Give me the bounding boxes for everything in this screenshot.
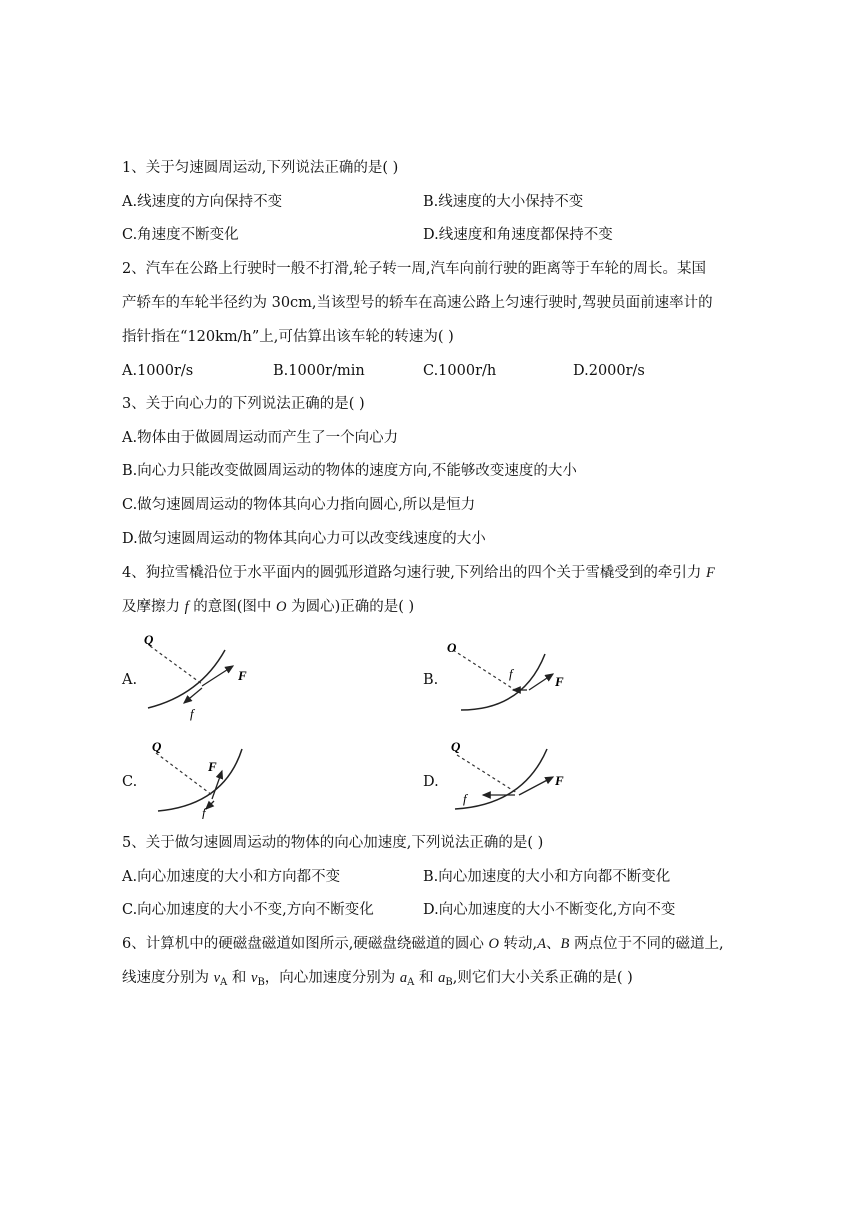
fig-a-F-label: F <box>238 668 247 683</box>
q2-option-c: C.1000r/h <box>423 363 497 379</box>
q6-stem-line2: 线速度分别为 $v_A$ 和 $v_B$，向心加速度分别为 $a_A$ 和 $a_B$,则它们大小关系正确的是( ) <box>122 970 633 988</box>
q1-option-c: C.角速度不断变化 <box>122 227 239 243</box>
q3-option-b: B.向心力只能改变做圆周运动的物体的速度方向,不能够改变速度的大小 <box>122 463 577 479</box>
q5-option-c: C.向心加速度的大小不变,方向不断变化 <box>122 902 374 918</box>
q4-option-c-label: C. <box>122 774 138 790</box>
var-F: F <box>705 565 715 581</box>
fig-c-center-label: Q <box>152 739 162 754</box>
fig-c-f-label: f <box>202 805 206 819</box>
fig-a-center-label: Q <box>144 632 154 647</box>
q1-option-a: A.线速度的方向保持不变 <box>122 194 283 210</box>
q4-option-d-label: D. <box>423 774 439 790</box>
q6-stem-line1: 6、计算机中的硬磁盘磁道如图所示,硬磁盘绕磁道的圆心 O 转动,A、B 两点位于不同的磁道上, <box>122 936 724 952</box>
var-vB: v <box>251 970 258 986</box>
var-f: f <box>184 599 189 615</box>
var-aA: a <box>399 970 408 986</box>
q4-figure-d <box>443 735 573 819</box>
q4-stem-line2: 及摩擦力 f 的意图(图中 O 为圆心)正确的是( ) <box>122 599 415 615</box>
q4-figure-c <box>140 735 270 819</box>
fig-d-f-label: f <box>463 791 467 806</box>
q5-option-d: D.向心加速度的大小不断变化,方向不变 <box>423 902 676 918</box>
var-O: O <box>276 599 287 615</box>
q2-stem-line1: 2、汽车在公路上行驶时一般不打滑,轮子转一周,汽车向前行驶的距离等于车轮的周长。某国 <box>122 261 706 277</box>
var-O: O <box>488 936 499 952</box>
q3-option-a: A.物体由于做圆周运动而产生了一个向心力 <box>122 430 399 446</box>
q2-option-a: A.1000r/s <box>122 363 194 379</box>
fig-d-center-label: Q <box>451 739 461 754</box>
var-B: B <box>560 936 570 952</box>
fig-d-F-label: F <box>555 773 564 788</box>
q1-option-b: B.线速度的大小保持不变 <box>423 194 584 210</box>
q1-option-d: D.线速度和角速度都保持不变 <box>423 227 613 243</box>
var-vA: v <box>213 970 221 986</box>
q3-option-c: C.做匀速圆周运动的物体其向心力指向圆心,所以是恒力 <box>122 497 476 513</box>
q2-stem-line2: 产轿车的车轮半径约为 30cm,当该型号的轿车在高速公路上匀速行驶时,驾驶员面前速率计的 <box>122 295 713 311</box>
fig-b-f-label: f <box>509 666 513 681</box>
q4-option-a-label: A. <box>122 672 138 688</box>
q5-option-a: A.向心加速度的大小和方向都不变 <box>122 869 341 885</box>
q4-option-b-label: B. <box>423 672 439 688</box>
fig-c-F-label: F <box>208 759 217 774</box>
q2-option-b: B.1000r/min <box>273 363 365 379</box>
q5-stem: 5、关于做匀速圆周运动的物体的向心加速度,下列说法正确的是( ) <box>122 835 544 851</box>
q3-stem: 3、关于向心力的下列说法正确的是( ) <box>122 396 365 412</box>
fig-a-f-label: f <box>190 706 194 721</box>
fig-b-F-label: F <box>555 674 564 689</box>
q2-stem-line3: 指针指在“120km/h”上,可估算出该车轮的转速为( ) <box>122 329 454 345</box>
q1-stem: 1、关于匀速圆周运动,下列说法正确的是( ) <box>122 160 399 176</box>
q4-figure-a <box>140 630 270 722</box>
var-A: A <box>537 936 547 952</box>
q4-figure-b <box>443 638 573 718</box>
var-aB: a <box>438 970 446 986</box>
q4-stem-line1: 4、狗拉雪橇沿位于水平面内的圆弧形道路匀速行驶,下列给出的四个关于雪橇受到的牵引力 F <box>122 565 715 581</box>
fig-b-center-label: O <box>447 640 457 655</box>
q2-option-d: D.2000r/s <box>573 363 645 379</box>
q3-option-d: D.做匀速圆周运动的物体其向心力可以改变线速度的大小 <box>122 531 486 547</box>
q5-option-b: B.向心加速度的大小和方向都不断变化 <box>423 869 671 885</box>
